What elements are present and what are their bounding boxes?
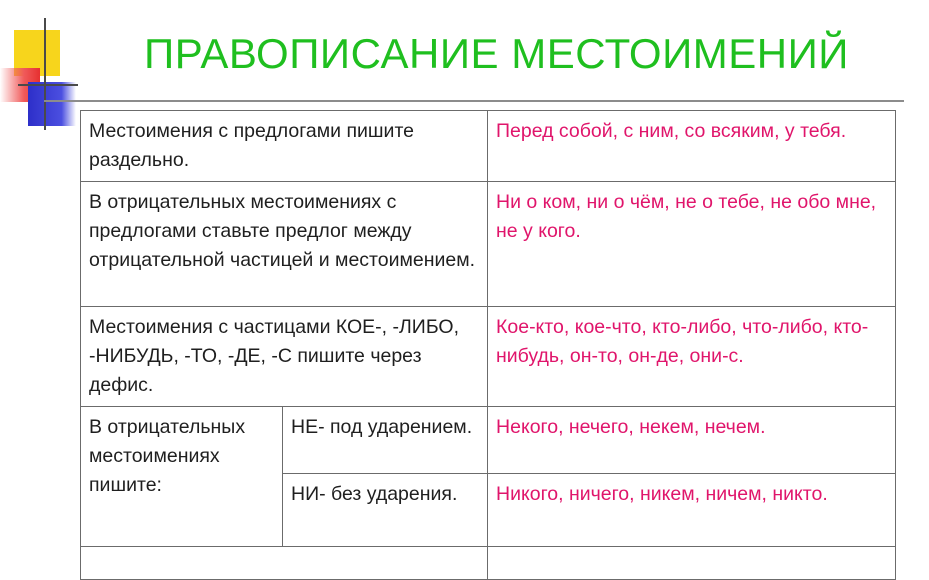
example-cell: Перед собой, с ним, со всяким, у тебя. (488, 111, 896, 182)
condition-cell: НЕ- под ударением. (283, 407, 488, 474)
example-cell: Некого, нечего, некем, нечем. (488, 407, 896, 474)
table-row (81, 182, 896, 307)
negative-label-cell: В отрицательных местоимениях пишите: (81, 407, 283, 547)
example-cell: Ни о ком, ни о чём, не о тебе, не обо мне, не у кого. (488, 182, 896, 307)
slide-title: ПРАВОПИСАНИЕ МЕСТОИМЕНИЙ (144, 30, 849, 77)
example-cell: Никого, ничего, никем, ничем, никто. (488, 474, 896, 547)
example-cell: Кое-кто, кое-что, кто-либо, что-либо, кто-нибудь, он-то, он-де, они-с. (488, 307, 896, 407)
spelling-rules-table (80, 110, 896, 580)
rule-cell: Местоимения с предлогами пишите раздельно. (81, 111, 488, 182)
rule-cell: В отрицательных местоимениях с предлогами ставьте предлог между отрицательной частицей и местоимением. (81, 182, 488, 307)
logo-blue-square (28, 82, 76, 126)
empty-cell (81, 547, 488, 580)
rule-cell: Местоимения с частицами КОЕ-, -ЛИБО, -НИБУДЬ, -ТО, -ДЕ, -С пишите через дефис. (81, 307, 488, 407)
empty-cell (488, 547, 896, 580)
table-row (81, 307, 896, 407)
table-row (81, 111, 896, 182)
table-row (81, 407, 896, 474)
logo-horizontal-line (18, 84, 78, 86)
title-divider (44, 100, 904, 102)
condition-cell: НИ- без ударения. (283, 474, 488, 547)
table-row-cut-off (81, 547, 896, 580)
